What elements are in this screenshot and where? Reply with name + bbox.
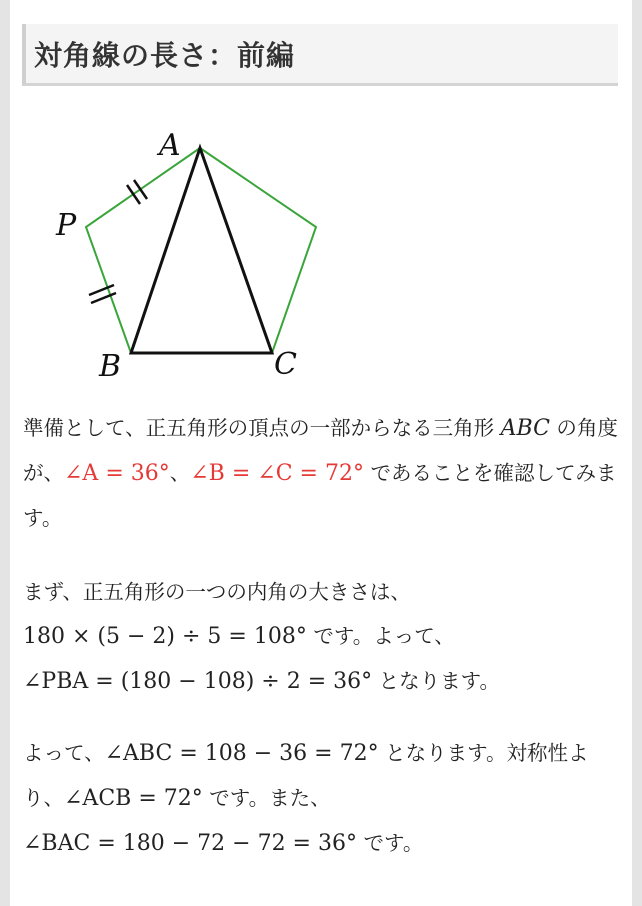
p2-text-3: となります。 — [372, 669, 501, 693]
p1-text-1: 準備として、正五角形の頂点の一部からなる三角形 — [23, 416, 501, 440]
section-heading — [22, 24, 618, 86]
heading-title: 対角線の長さ：前編 — [34, 39, 296, 72]
label-p: P — [56, 208, 77, 243]
p1-red-angle-bc: ∠B = ∠C = 72° — [190, 461, 364, 486]
p3-math-bac: ∠BAC = 180 − 72 − 72 = 36° — [23, 831, 357, 856]
p3-math-acb: ∠ACB = 72° — [64, 786, 203, 811]
p1-text-3: 、 — [169, 461, 191, 485]
p1-math-abc: ABC — [500, 416, 550, 441]
triangle-abc — [131, 148, 272, 353]
p2-math-interior: 180 × (5 − 2) ÷ 5 = 108° — [23, 624, 307, 649]
p2-text-1: まず、正五角形の一つの内角の大きさは、 — [23, 580, 411, 604]
pentagon-figure — [20, 115, 330, 390]
p1-text-4: であることを確認してみます。 — [23, 461, 617, 530]
p3-text-1: よって、 — [23, 741, 105, 765]
p2-math-pba: ∠PBA = (180 − 108) ÷ 2 = 36° — [23, 669, 373, 694]
p1-red-angle-a: ∠A = 36° — [64, 461, 170, 486]
p1-text-2: の角度が、 — [23, 416, 618, 485]
label-b: B — [99, 349, 122, 384]
p2-text-2: です。よって、 — [306, 624, 455, 648]
p3-math-abc: ∠ABC = 108 − 36 = 72° — [104, 741, 379, 766]
pentagon — [86, 148, 316, 353]
article-card — [10, 0, 632, 906]
p3-text-2: となります。対称性より、 — [23, 741, 589, 810]
paragraph-preparation — [23, 406, 623, 540]
label-a: A — [159, 128, 181, 163]
paragraph-interior-angle — [23, 570, 623, 704]
paragraph-conclusion — [23, 731, 623, 866]
label-c: C — [274, 347, 297, 382]
p3-text-3: です。また、 — [202, 786, 331, 810]
p3-text-4: です。 — [356, 831, 424, 855]
